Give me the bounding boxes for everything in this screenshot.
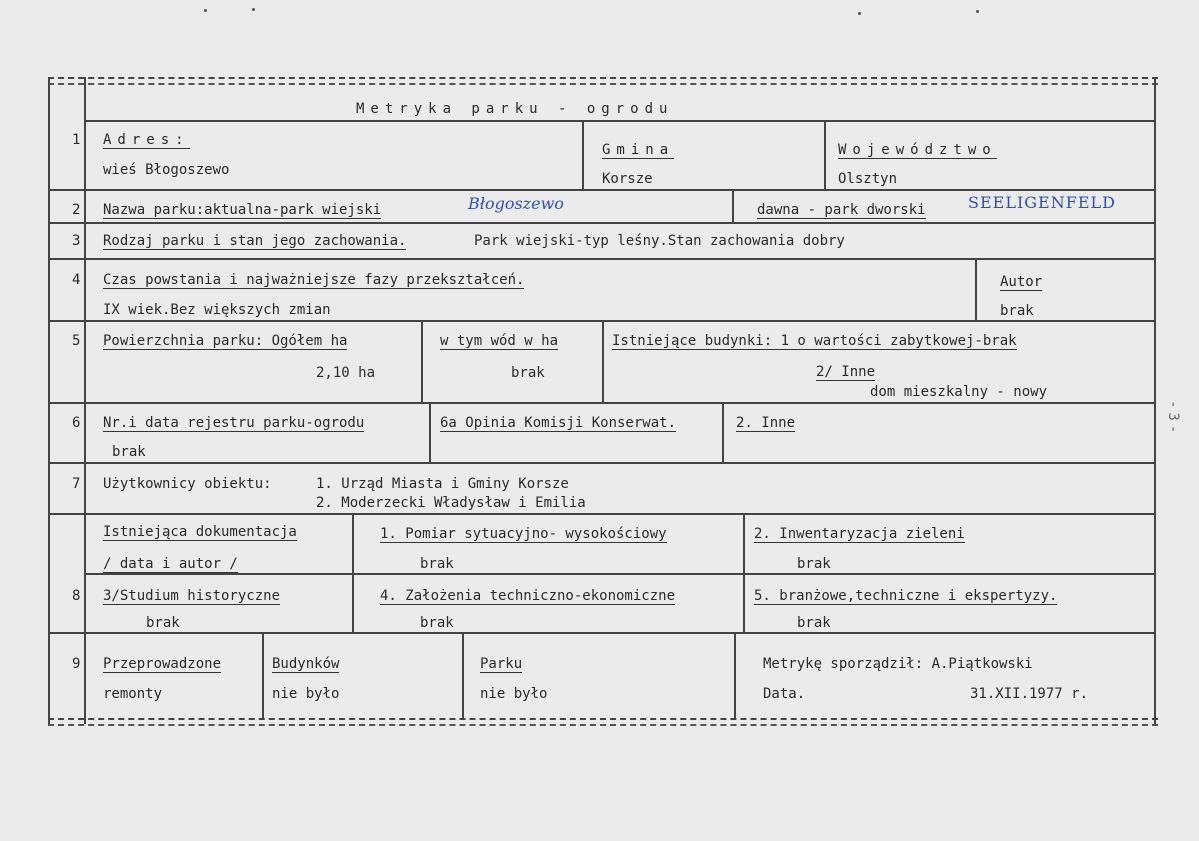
col-line	[582, 120, 584, 189]
buildings-label: Istniejące budynki: 1 o wartości zabytkowej-brak	[612, 333, 1017, 349]
col-line	[262, 632, 264, 718]
buildings-other: 2/ Inne	[816, 364, 876, 380]
paper-speck	[204, 9, 207, 12]
repairs-label: Przeprowadzone	[103, 656, 222, 672]
row-line	[84, 120, 1156, 122]
row-line	[84, 573, 1156, 575]
adres-value: wieś Błogoszewo	[103, 162, 230, 178]
wojewodztwo-label: Województwo	[838, 142, 997, 158]
documentation-label: Istniejąca dokumentacja	[103, 524, 297, 540]
buildings-repair-label: Budynków	[272, 656, 340, 672]
park-repair-label: Parku	[480, 656, 523, 672]
park-repair-value: nie było	[480, 686, 548, 702]
col-line	[743, 513, 745, 632]
assumptions-value: brak	[420, 615, 454, 631]
paper-speck	[976, 10, 979, 13]
author-label: Autor	[1000, 274, 1043, 290]
prepared-by: Metrykę sporządził: A.Piątkowski	[763, 656, 1033, 672]
col-line	[975, 258, 977, 320]
row-number: 8	[72, 588, 81, 604]
survey-label: 1. Pomiar sytuacyjno- wysokościowy	[380, 526, 667, 542]
col-line	[824, 120, 826, 189]
frame-top	[48, 77, 1158, 85]
frame-left-inner	[84, 77, 86, 724]
area-value: 2,10 ha	[316, 365, 376, 381]
history-value: IX wiek.Bez większych zmian	[103, 302, 331, 318]
inventory-value: brak	[797, 556, 831, 572]
row-line	[48, 632, 1156, 634]
register-label: Nr.i data rejestru parku-ogrodu	[103, 415, 365, 431]
expertise-value: brak	[797, 615, 831, 631]
date-label: Data.	[763, 686, 806, 702]
row-number: 2	[72, 202, 81, 218]
expertise-label: 5. branżowe,techniczne i ekspertyzy.	[754, 588, 1058, 604]
row-line	[48, 189, 1156, 191]
frame-left	[48, 77, 50, 724]
assumptions-label: 4. Założenia techniczno-ekonomiczne	[380, 588, 676, 604]
park-name-label: Nazwa parku:aktualna-park wiejski	[103, 202, 382, 218]
row-number: 6	[72, 415, 81, 431]
inventory-label: 2. Inwentaryzacja zieleni	[754, 526, 965, 542]
study-value: brak	[146, 615, 180, 631]
buildings-other-value: dom mieszkalny - nowy	[870, 384, 1048, 400]
buildings-repair-value: nie było	[272, 686, 340, 702]
other-label: 2. Inne	[736, 415, 796, 431]
user-2: 2. Moderzecki Władysław i Emilia	[316, 495, 586, 511]
row-number: 7	[72, 476, 81, 492]
wojewodztwo-value: Olsztyn	[838, 171, 898, 187]
opinion-label: 6a Opinia Komisji Konserwat.	[440, 415, 677, 431]
adres-label: Adres:	[103, 132, 190, 148]
water-label: w tym wód w ha	[440, 333, 559, 349]
col-line	[722, 402, 724, 462]
col-line	[602, 320, 604, 402]
water-value: brak	[511, 365, 545, 381]
history-label: Czas powstania i najważniejsze fazy przekształceń.	[103, 272, 525, 288]
paper-speck	[252, 8, 255, 11]
row-line	[48, 462, 1156, 464]
col-line	[734, 632, 736, 718]
row-number: 3	[72, 233, 81, 249]
park-type-value: Park wiejski-typ leśny.Stan zachowania dobry	[474, 233, 845, 249]
gmina-value: Korsze	[602, 171, 653, 187]
col-line	[421, 320, 423, 402]
old-name-label: dawna - park dworski	[757, 202, 926, 218]
col-line	[732, 189, 734, 222]
handwritten-current-name: Błogoszewo	[468, 194, 564, 213]
frame-right	[1154, 77, 1156, 724]
user-1: 1. Urząd Miasta i Gminy Korsze	[316, 476, 569, 492]
col-line	[352, 513, 354, 632]
paper-speck	[858, 12, 861, 15]
col-line	[462, 632, 464, 718]
frame-bottom	[48, 718, 1158, 726]
row-number: 9	[72, 656, 81, 672]
handwritten-old-name: SEELIGENFELD	[968, 193, 1116, 212]
row-line	[48, 222, 1156, 224]
page-number-mark: -3-	[1165, 400, 1181, 438]
document-title: Metryka parku - ogrodu	[356, 101, 674, 117]
col-line	[429, 402, 431, 462]
row-number: 1	[72, 132, 81, 148]
register-value: brak	[112, 444, 146, 460]
row-number: 5	[72, 333, 81, 349]
users-label: Użytkownicy obiektu:	[103, 476, 272, 492]
survey-value: brak	[420, 556, 454, 572]
study-label: 3/Studium historyczne	[103, 588, 281, 604]
area-label: Powierzchnia parku: Ogółem ha	[103, 333, 348, 349]
documentation-sublabel: / data i autor /	[103, 556, 238, 572]
author-value: brak	[1000, 303, 1034, 319]
date-value: 31.XII.1977 r.	[970, 686, 1089, 702]
row-number: 4	[72, 272, 81, 288]
row-line	[48, 513, 1156, 515]
park-type-label: Rodzaj parku i stan jego zachowania.	[103, 233, 407, 249]
gmina-label: Gmina	[602, 142, 675, 158]
repairs-label-2: remonty	[103, 686, 163, 702]
row-line	[48, 402, 1156, 404]
row-line	[48, 258, 1156, 260]
